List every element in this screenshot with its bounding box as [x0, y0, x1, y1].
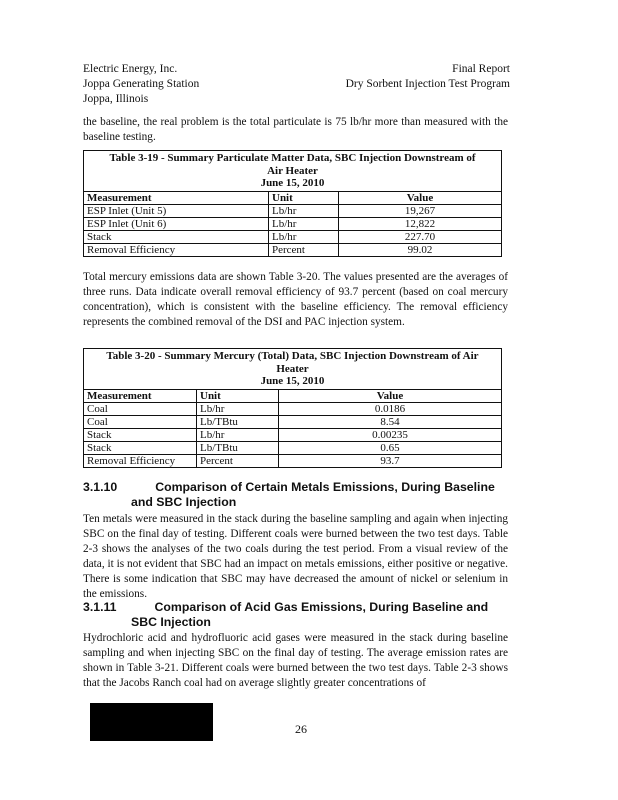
table-row: Coal Lb/hr 0.0186 — [84, 402, 502, 415]
table-header-row — [84, 389, 502, 402]
table-row: Coal Lb/TBtu 8.54 — [84, 415, 502, 428]
section-title: Comparison of Certain Metals Emissions, During Baseline — [155, 480, 495, 494]
header-right — [346, 62, 510, 92]
header-program: Dry Sorbent Injection Test Program — [345, 78, 510, 90]
col-header-measurement: Measurement — [84, 389, 197, 402]
section-title: Comparison of Acid Gas Emissions, During Baseline and — [154, 600, 489, 614]
table-row: Removal Efficiency Percent 99.02 — [84, 243, 502, 256]
table-header-row — [84, 191, 502, 204]
section-3-1-11-paragraph: Hydrochloric acid and hydrofluoric acid gases were measured in the stack during baseline sampling and when injecting SBC on the final day of testing. The average emission rates are shown in Table 3-21. Different coals were burned between the two test days. Table 2-3 shows that the Jacobs Ranch coal had on average slightly greater concentrations of — [83, 632, 508, 689]
col-header-measurement: Measurement — [84, 191, 269, 204]
header-report-type: Final Report — [452, 63, 510, 75]
col-header-unit: Unit — [197, 389, 279, 402]
section-title-cont: SBC Injection — [131, 615, 211, 629]
table-3-19-title: Table 3-19 - Summary Particulate Matter Data, SBC Injection Downstream of Air Heater June 15, 2010 — [84, 151, 502, 192]
section-3-1-10-paragraph: Ten metals were measured in the stack during the baseline sampling and again when injecting SBC on the final day of testing. Different coals were burned between the two test days. Table 2-3 shows the analyses of the two coals during the test period. From a visual review of the data, it is not evident that SBC had an impact on metals emissions, either positive or negative. There is some indication that SBC may have decreased the amount of nickel or selenium in the emissions. — [83, 513, 508, 600]
section-number: 3.1.10 — [83, 480, 118, 494]
redaction-block — [90, 703, 213, 741]
table-3-20-title: Table 3-20 - Summary Mercury (Total) Data, SBC Injection Downstream of Air Heater June 15, 2010 — [84, 349, 502, 390]
header-location: Joppa, Illinois — [83, 93, 149, 105]
intro-paragraph: the baseline, the real problem is the total particulate is 75 lb/hr more than measured with the baseline testing. — [83, 116, 508, 143]
table-row: ESP Inlet (Unit 5) Lb/hr 19,267 — [84, 204, 502, 217]
table-3-20 — [83, 348, 502, 468]
table-row: Stack Lb/hr 0.00235 — [84, 428, 502, 441]
section-title-cont: and SBC Injection — [131, 495, 237, 509]
section-number: 3.1.11 — [83, 600, 117, 614]
mercury-paragraph: Total mercury emissions data are shown Table 3-20. The values presented are the averages of three runs. Data indicate overall removal efficiency of 93.7 percent (based on coal mercury concentration), which is consistent with the baseline efficiency. The removal efficiency represents the combined removal of the DSI and PAC injection system. — [83, 271, 508, 328]
table-row: ESP Inlet (Unit 6) Lb/hr 12,822 — [84, 217, 502, 230]
header-left — [83, 62, 199, 107]
section-3-1-11-heading — [83, 600, 488, 630]
table-3-19 — [83, 150, 502, 257]
col-header-value: Value — [339, 191, 502, 204]
col-header-unit: Unit — [269, 191, 339, 204]
table-row: Stack Lb/TBtu 0.65 — [84, 441, 502, 454]
header-company: Electric Energy, Inc. — [83, 63, 178, 75]
table-row: Stack Lb/hr 227.70 — [84, 230, 502, 243]
section-3-1-10-heading — [83, 480, 495, 510]
header-station: Joppa Generating Station — [83, 78, 200, 90]
table-row: Removal Efficiency Percent 93.7 — [84, 454, 502, 467]
col-header-value: Value — [279, 389, 502, 402]
page-number: 26 — [295, 722, 307, 736]
